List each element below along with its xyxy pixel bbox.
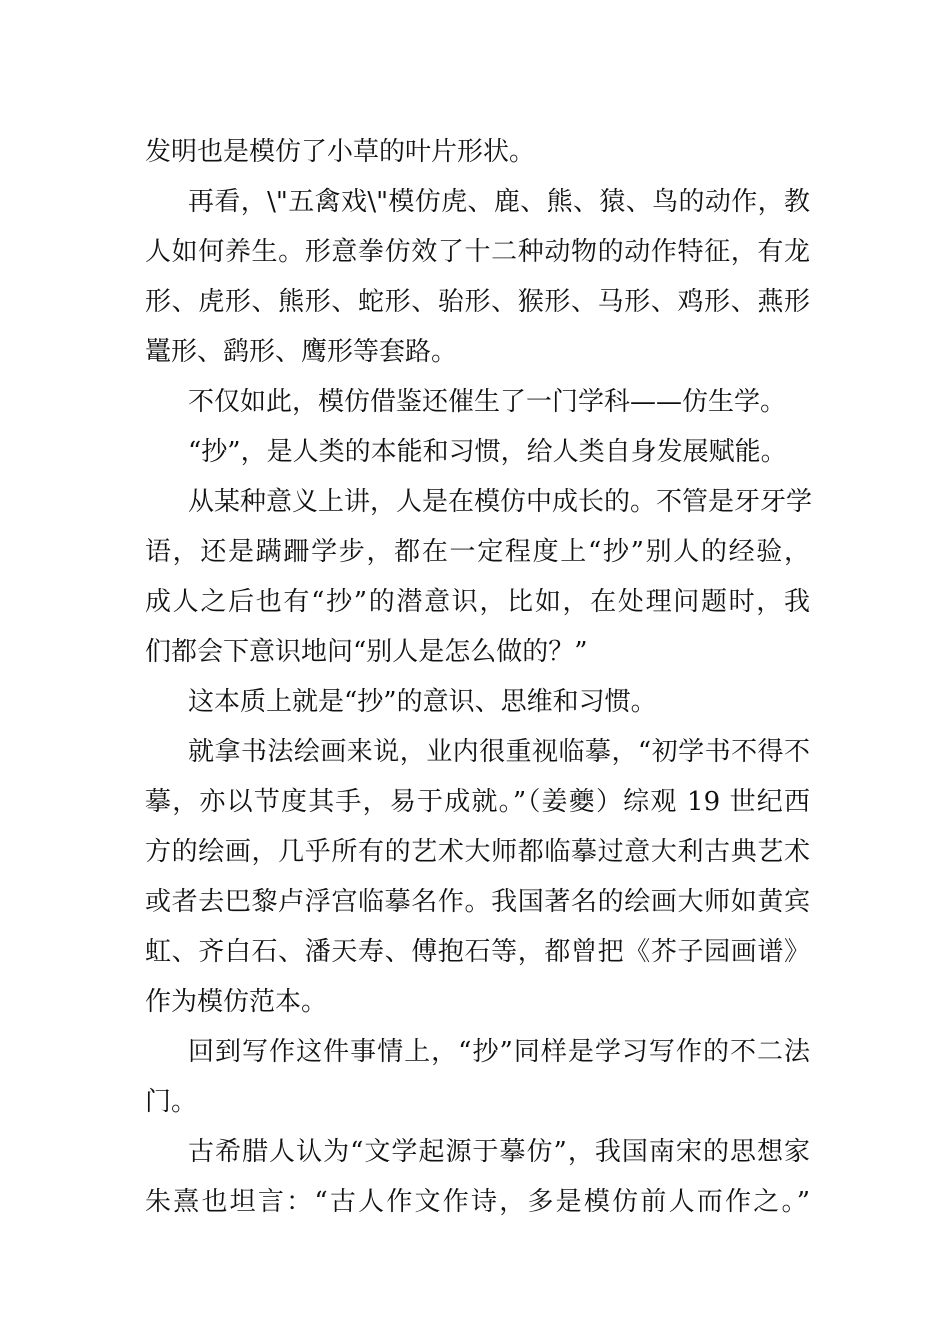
text-line-20: 门。 bbox=[145, 1087, 198, 1117]
text-line-15: 方的绘画，几乎所有的艺术大师都临摹过意大利古典艺术 bbox=[145, 837, 810, 867]
text-line-18: 作为模仿范本。 bbox=[145, 987, 328, 1017]
text-line-16: 或者去巴黎卢浮宫临摹名作。我国著名的绘画大师如黄宾 bbox=[145, 887, 810, 917]
text-line-17: 虹、齐白石、潘天寿、傅抱石等，都曾把《芥子园画谱》 bbox=[145, 937, 810, 967]
text-line-14: 摹，亦以节度其手，易于成就。”（姜夔）综观 19 世纪西 bbox=[145, 787, 810, 817]
text-line-22: 朱熹也坦言：“古人作文作诗，多是模仿前人而作之。” bbox=[145, 1187, 810, 1217]
text-line-4: 形、虎形、熊形、蛇形、骀形、猴形、马形、鸡形、燕形 bbox=[145, 287, 810, 317]
text-line-13: 就拿书法绘画来说，业内很重视临摹，“初学书不得不 bbox=[188, 737, 810, 767]
text-line-11: 们都会下意识地问“别人是怎么做的？” bbox=[145, 637, 588, 667]
text-line-5: 鼍形、鹞形、鹰形等套路。 bbox=[145, 337, 458, 367]
text-line-2: 再看，\"五禽戏\"模仿虎、鹿、熊、猿、鸟的动作，教 bbox=[188, 187, 810, 217]
text-line-21: 古希腊人认为“文学起源于摹仿”，我国南宋的思想家 bbox=[188, 1137, 810, 1167]
text-line-8: 从某种意义上讲，人是在模仿中成长的。不管是牙牙学 bbox=[188, 487, 813, 517]
text-line-19: 回到写作这件事情上，“抄”同样是学习写作的不二法 bbox=[188, 1037, 810, 1067]
text-line-1: 发明也是模仿了小草的叶片形状。 bbox=[145, 137, 536, 167]
text-line-9: 语，还是蹒跚学步，都在一定程度上“抄”别人的经验， bbox=[145, 537, 810, 567]
text-line-3: 人如何养生。形意拳仿效了十二种动物的动作特征，有龙 bbox=[145, 237, 810, 267]
text-line-12: 这本质上就是“抄”的意识、思维和习惯。 bbox=[188, 687, 657, 717]
text-line-7: “抄”，是人类的本能和习惯，给人类自身发展赋能。 bbox=[188, 437, 787, 467]
text-line-10: 成人之后也有“抄”的潜意识，比如，在处理问题时，我 bbox=[145, 587, 810, 617]
text-line-6: 不仅如此，模仿借鉴还催生了一门学科——仿生学。 bbox=[188, 387, 787, 417]
